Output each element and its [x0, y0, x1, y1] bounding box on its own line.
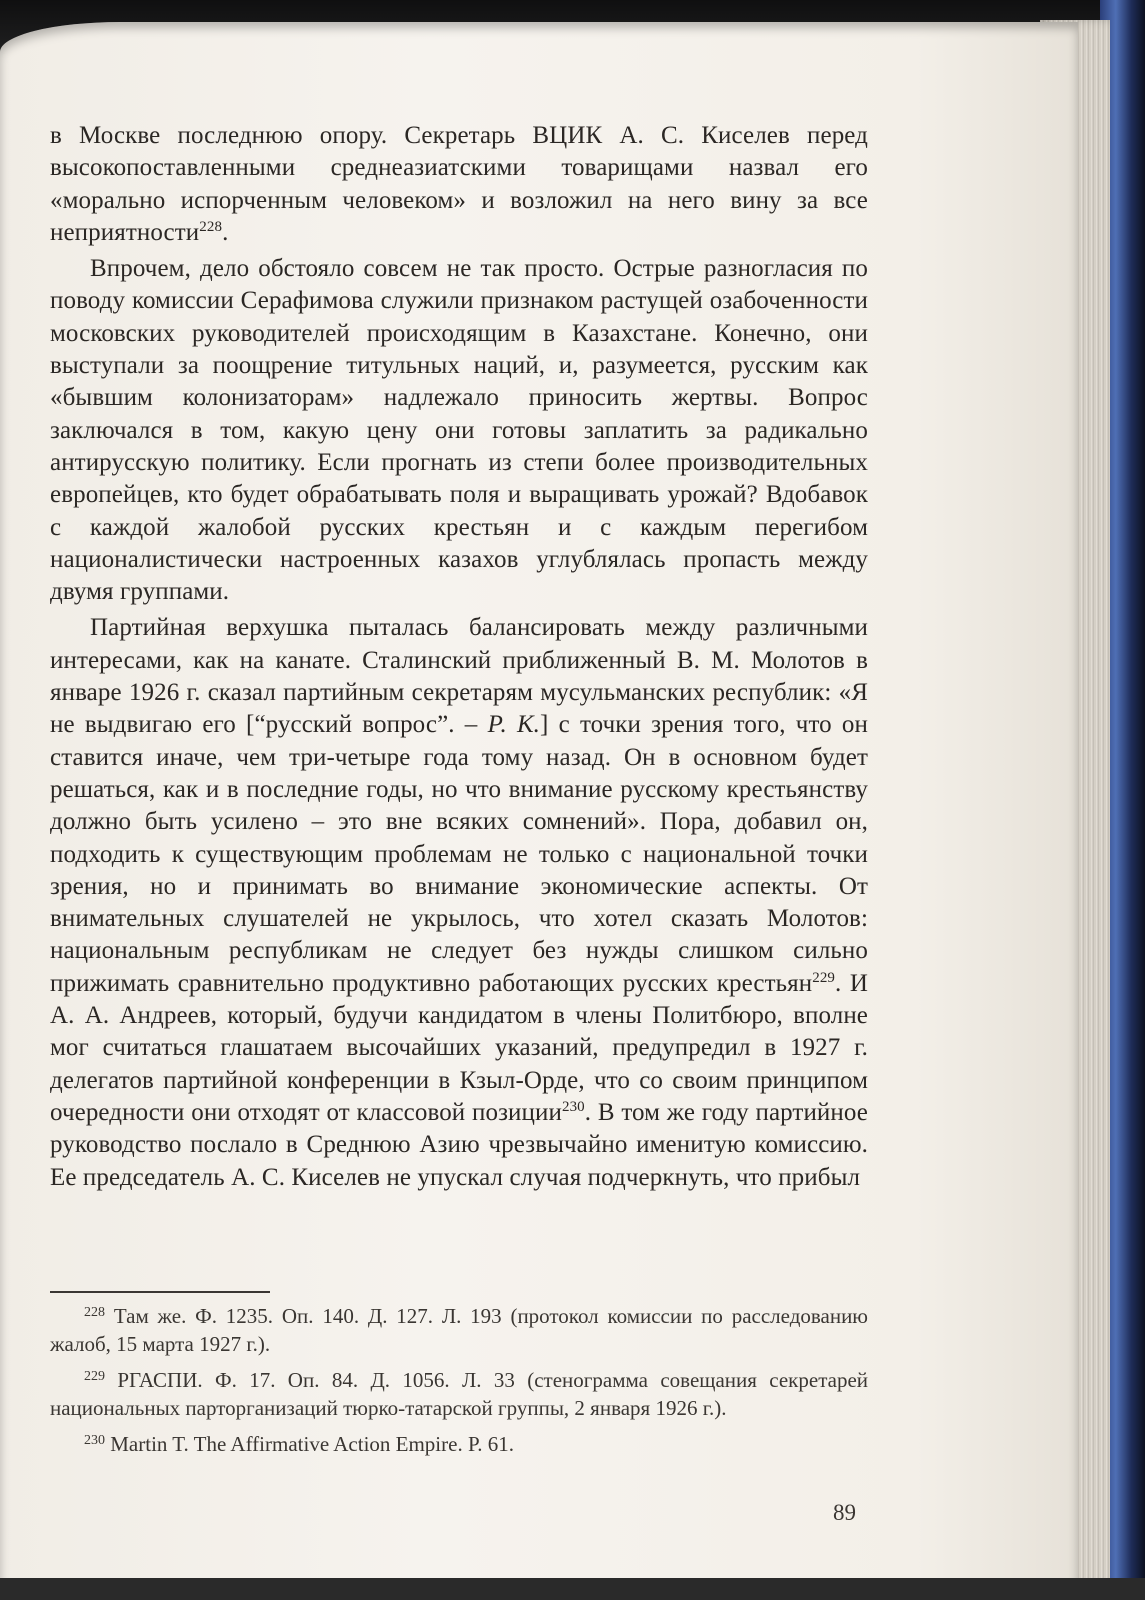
paragraph-3 — [50, 612, 868, 1193]
footnote-ref-230: 230 — [561, 1098, 585, 1115]
footnote-divider — [50, 1291, 270, 1293]
footnotes — [50, 1302, 868, 1466]
footnote-ref-229: 229 — [812, 969, 836, 986]
footnote-text: Там же. Ф. 1235. Оп. 140. Д. 127. Л. 193 (протокол комиссии по расследованию жалоб, 15 марта 1927 г.). — [50, 1304, 868, 1356]
page-number: 89 — [833, 1500, 856, 1525]
footnote-text: Martin T. The Affirmative Action Empire. P. 61. — [110, 1432, 515, 1456]
footnote-228 — [50, 1302, 868, 1358]
paragraph-3-part-2: ] с точки зрения того, что он ставится иначе, чем три-четыре года тому назад. Он в основном будет решаться, как и в последние годы, но что внимание русскому крестьянству должно быть усилено – это вне всяких сомнений». Пора, добавил он, подходить к существующим проблемам не только с национальной точки зрения, но и принимать во внимание экономические аспекты. От внимательных слушателей не укрылось, что хотел сказать Молотов: национальным республикам не следует без нужды слишком сильно прижимать сравнительно продуктивно работающих русских крестьян — [50, 711, 869, 997]
paragraph-3-part-1: Партийная верхушка пыталась балансировать между различными интересами, как на канате. Сталинский приближенный В. М. Молотов в январе 1926 г. сказал партийным секретарям мусульманских республик: «Я не выдвигаю его [“русский вопрос”. – — [50, 614, 868, 739]
paragraph-2: Впрочем, дело обстояло совсем не так просто. Острые разногласия по поводу комиссии Серафимова служили признаком растущей озабоченности московских руководителей происходящим в Казахстане. Конечно, они выступали за поощрение титульных наций, и, разумеется, русским как «бывшим колонизаторам» надлежало приносить жертвы. Вопрос заключался в том, какую цену они готовы заплатить за радикально антирусскую политику. Если прогнать из степи более производительных европейцев, кто будет обрабатывать поля и выращивать урожай? Вдобавок с каждой жалобой русских крестьян и с каждым перегибом националистически настроенных казахов углублялась пропасть между двумя группами. — [50, 255, 868, 606]
footnote-ref-228: 228 — [199, 218, 223, 235]
paragraph-1-tail: . — [222, 218, 229, 246]
author-initials: Р. К. — [487, 711, 541, 739]
main-text — [50, 120, 868, 1198]
footnote-number: 228 — [84, 1305, 105, 1320]
footnote-text: РГАСПИ. Ф. 17. Оп. 84. Д. 1056. Л. 33 (стенограмма совещания секретарей национальных парторганизаций тюрко-татарской группы, 2 января 1926 г.). — [50, 1368, 869, 1420]
paragraph-1 — [50, 120, 868, 249]
footnote-230 — [50, 1430, 868, 1458]
footnote-number: 230 — [84, 1433, 105, 1448]
paragraph-3-part-3: . И А. А. Андреев, который, будучи кандидатом в члены Политбюро, вполне мог считаться глашатаем высочайших указаний, предупредил в 1927 г. делегатов партийной конференции в Кзыл-Орде, что со своим принципом очередности они отходят от классовой позиции — [50, 969, 868, 1126]
footnote-229 — [50, 1366, 868, 1422]
paragraph-1-text: в Москве последнюю опору. Секретарь ВЦИК А. С. Киселев перед высокопоставленными среднеазиатскими товарищами назвал его «морально испорченным человеком» и возложил на него вину за все неприятности — [50, 122, 868, 246]
paragraph-3-part-4: . В том же году партийное руководство послало в Среднюю Азию чрезвычайно именитую комиссию. Ее председатель А. С. Киселев не упускал случая подчеркнуть, что прибыл — [50, 1098, 868, 1191]
scan-background-bottom — [0, 1578, 1145, 1600]
footnote-number: 229 — [84, 1369, 105, 1384]
